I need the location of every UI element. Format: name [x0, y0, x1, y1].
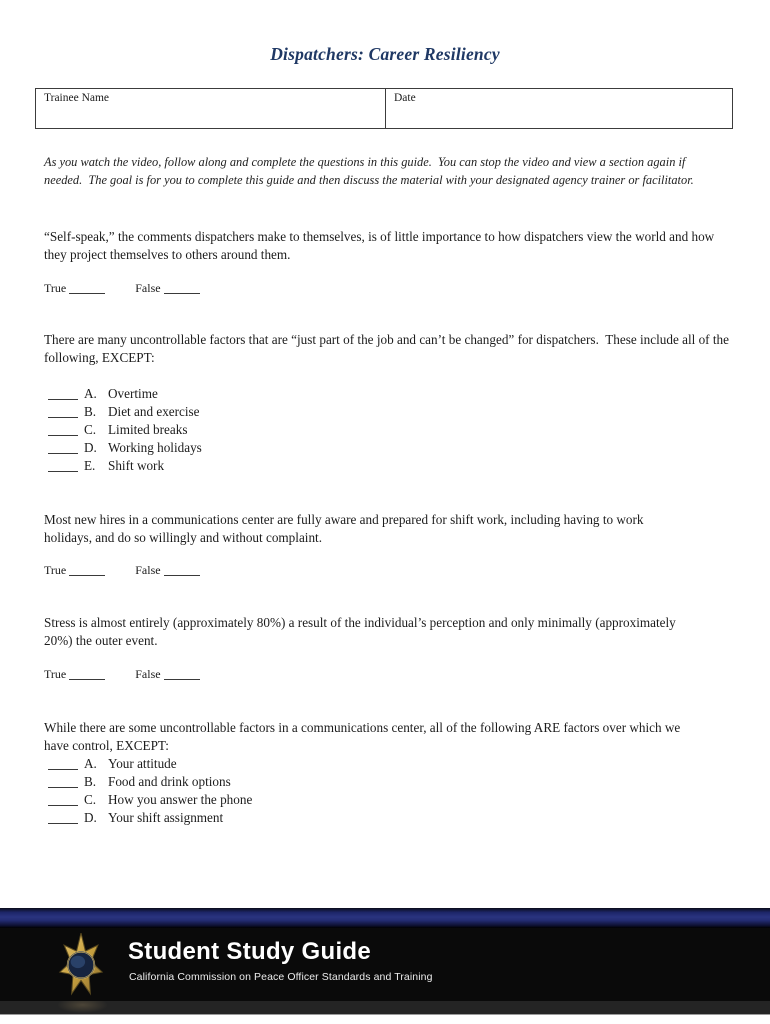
option-row [48, 791, 252, 809]
option-row [48, 421, 202, 439]
false-answer-blank[interactable] [164, 667, 200, 680]
option-label: Overtime [108, 386, 158, 401]
true-false-row [44, 281, 200, 297]
footer-banner [0, 908, 770, 1024]
footer-blue-stripe [0, 908, 770, 928]
option-letter: D. [84, 810, 97, 825]
true-answer-blank[interactable] [69, 563, 105, 576]
question-text: There are many uncontrollable factors that are “just part of the job and can’t be changed” for dispatchers. These include all of the following, EXCEPT: [44, 332, 733, 365]
option-row [48, 809, 252, 827]
option-row [48, 773, 252, 791]
option-answer-blank[interactable] [48, 793, 78, 806]
option-letter: E. [84, 458, 96, 473]
true-label: True [44, 563, 67, 577]
trainee-name-field[interactable] [36, 89, 386, 128]
option-label: Your shift assignment [108, 810, 224, 825]
option-label: Limited breaks [108, 422, 188, 437]
option-answer-blank[interactable] [48, 459, 78, 472]
footer-grey-strip [0, 1001, 770, 1015]
date-field[interactable] [386, 89, 732, 128]
true-label: True [44, 281, 67, 295]
option-answer-blank[interactable] [48, 775, 78, 788]
date-label: Date [394, 92, 416, 104]
trainee-info-table [35, 88, 733, 129]
option-label: Working holidays [108, 440, 202, 455]
true-answer-blank[interactable] [69, 667, 105, 680]
option-row [48, 457, 202, 475]
option-row [48, 755, 252, 773]
option-letter: A. [84, 756, 97, 771]
star-badge-icon [56, 930, 106, 1000]
page-title: Dispatchers: Career Resiliency [270, 44, 500, 64]
question-text: While there are some uncontrollable factors in a communications center, all of the following ARE factors over which we have control, EXCEPT: [44, 720, 684, 753]
option-letter: B. [84, 774, 97, 789]
option-answer-blank[interactable] [48, 811, 78, 824]
option-label: How you answer the phone [108, 792, 253, 807]
true-false-row [44, 667, 200, 683]
option-list [48, 755, 252, 827]
option-letter: C. [84, 792, 97, 807]
option-list [48, 385, 202, 475]
footer-subtitle: California Commission on Peace Officer Standards and Training [129, 971, 433, 983]
option-row [48, 403, 202, 421]
option-answer-blank[interactable] [48, 423, 78, 436]
option-letter: C. [84, 422, 97, 437]
option-letter: A. [84, 386, 97, 401]
question-text: Most new hires in a communications center are fully aware and prepared for shift work, including having to work holidays, and do so willingly and without complaint. [44, 512, 647, 545]
option-answer-blank[interactable] [48, 387, 78, 400]
true-answer-blank[interactable] [69, 281, 105, 294]
false-label: False [135, 563, 161, 577]
option-row [48, 439, 202, 457]
option-answer-blank[interactable] [48, 757, 78, 770]
false-label: False [135, 667, 161, 681]
footer-black-band [0, 928, 770, 1001]
true-false-row [44, 563, 200, 579]
option-label: Food and drink options [108, 774, 231, 789]
question-text: Stress is almost entirely (approximately 80%) a result of the individual’s perception and only minimally (approximately 20%) the outer event. [44, 615, 680, 648]
footer-title: Student Study Guide [128, 938, 372, 965]
option-label: Your attitude [108, 756, 177, 771]
option-label: Shift work [108, 458, 165, 473]
badge-glow [55, 1001, 110, 1014]
true-label: True [44, 667, 67, 681]
false-answer-blank[interactable] [164, 563, 200, 576]
false-label: False [135, 281, 161, 295]
false-answer-blank[interactable] [164, 281, 200, 294]
option-answer-blank[interactable] [48, 441, 78, 454]
question-text: “Self-speak,” the comments dispatchers make to themselves, is of little importance to how dispatchers view the world and how they project themselves to others around them. [44, 229, 718, 262]
option-answer-blank[interactable] [48, 405, 78, 418]
trainee-name-label: Trainee Name [44, 92, 110, 104]
option-label: Diet and exercise [108, 404, 200, 419]
option-row [48, 385, 202, 403]
instructions-text: As you watch the video, follow along and complete the questions in this guide. You can stop the video and view a section again if needed. The goal is for you to complete this guide and then discuss the material with your designated agency trainer or facilitator. [44, 155, 694, 187]
option-letter: B. [84, 404, 97, 419]
option-letter: D. [84, 440, 97, 455]
